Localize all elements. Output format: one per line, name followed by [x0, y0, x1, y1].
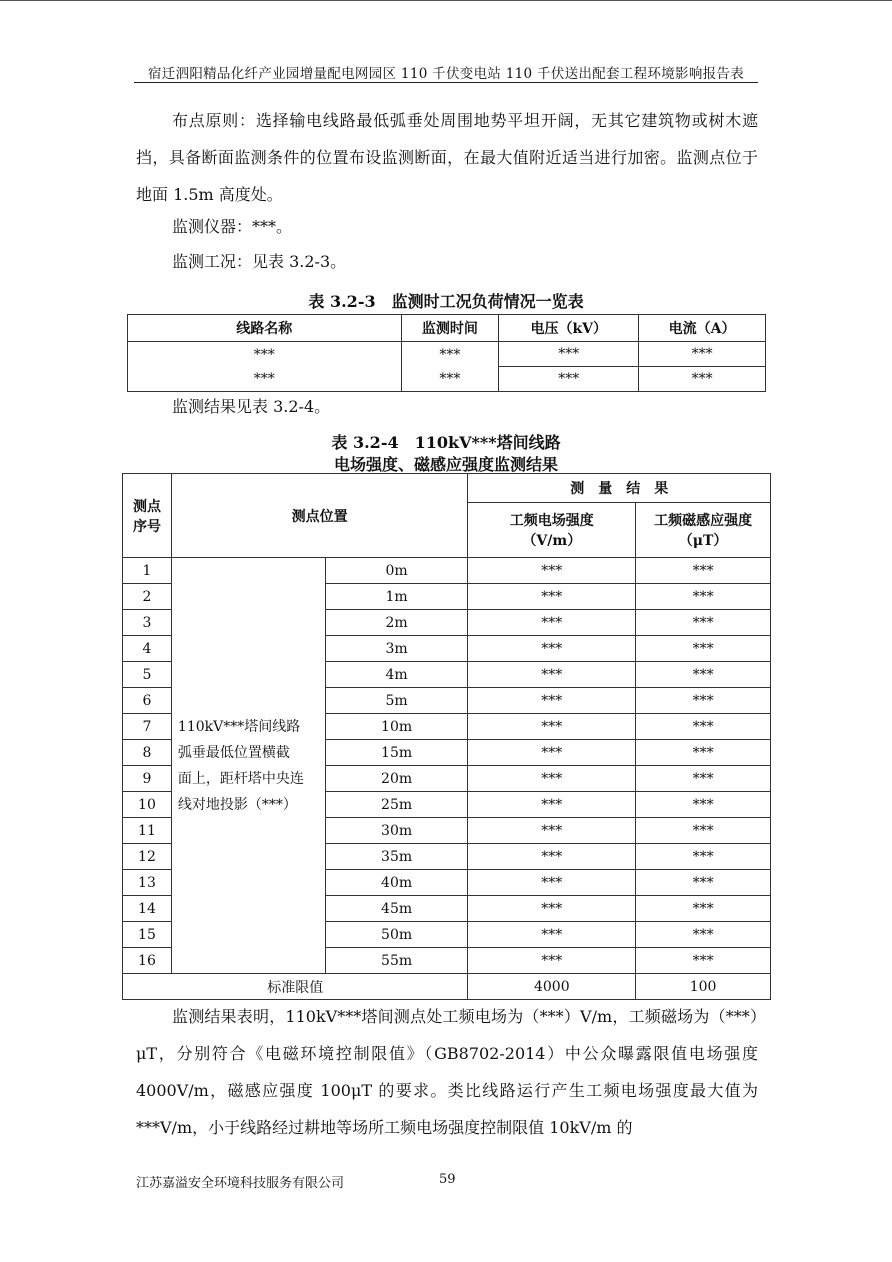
distance-cell: 25m	[325, 792, 468, 818]
header-voltage: 电压（kV）	[499, 315, 639, 342]
point-seq-cell: 10	[123, 792, 172, 818]
distance-cell: 50m	[325, 922, 468, 948]
point-seq-cell: 3	[123, 610, 172, 636]
b-field-value-cell: ***	[636, 818, 771, 844]
monitor-time-cell	[401, 342, 499, 392]
distance-cell: 0m	[325, 558, 468, 584]
b-field-value-cell: ***	[636, 662, 771, 688]
b-field-value-cell: ***	[636, 584, 771, 610]
e-field-value-cell: ***	[468, 610, 636, 636]
point-seq-cell: 15	[123, 922, 172, 948]
location-description-line: 线对地投影（***）	[177, 796, 297, 813]
distance-cell: 10m	[325, 714, 468, 740]
limit-e-field: 4000	[468, 974, 636, 1000]
b-field-value-cell: ***	[636, 610, 771, 636]
header-b-field-label: 工频磁感应强度	[654, 513, 753, 529]
distance-cell: 40m	[325, 870, 468, 896]
line-name-value: ***	[253, 346, 275, 363]
header-rule	[134, 82, 758, 83]
b-field-value-cell: ***	[636, 922, 771, 948]
e-field-value-cell: ***	[468, 844, 636, 870]
distance-cell: 20m	[325, 766, 468, 792]
b-field-value-cell: ***	[636, 948, 771, 974]
e-field-value-cell: ***	[468, 818, 636, 844]
b-field-value-cell: ***	[636, 844, 771, 870]
e-field-value-cell: ***	[468, 870, 636, 896]
working-condition-table	[127, 314, 766, 392]
e-field-value-cell: ***	[468, 688, 636, 714]
limit-label: 标准限值	[123, 974, 468, 1000]
e-field-value-cell: ***	[468, 584, 636, 610]
table-header-row	[128, 315, 766, 342]
e-field-value-cell: ***	[468, 662, 636, 688]
placement-principle-paragraph: 布点原则：选择输电线路最低弧垂处周围地势平坦开阔，无其它建筑物或树木遮挡，具备断面监测条件的位置布设监测断面，在最大值附近适当进行加密。监测点位于地面 1.5m 高度处。	[136, 111, 758, 204]
distance-cell: 1m	[325, 584, 468, 610]
distance-cell: 45m	[325, 896, 468, 922]
location-description-line: 面上，距杆塔中央连	[177, 770, 304, 787]
point-seq-cell: 12	[123, 844, 172, 870]
e-field-value-cell: ***	[468, 558, 636, 584]
b-field-value-cell: ***	[636, 870, 771, 896]
location-description-cell	[171, 558, 325, 974]
footer-company: 江苏嘉溢安全环境科技服务有限公司	[136, 1176, 345, 1191]
distance-cell: 30m	[325, 818, 468, 844]
table-header-row	[123, 474, 771, 503]
distance-cell: 2m	[325, 610, 468, 636]
b-field-value-cell: ***	[636, 714, 771, 740]
point-seq-cell: 1	[123, 558, 172, 584]
header-b-field-unit: （μT）	[678, 533, 728, 549]
e-field-value-cell: ***	[468, 792, 636, 818]
line-name-value: ***	[253, 370, 275, 387]
e-field-value-cell: ***	[468, 766, 636, 792]
b-field-value-cell: ***	[636, 688, 771, 714]
distance-cell: 15m	[325, 740, 468, 766]
point-seq-cell: 16	[123, 948, 172, 974]
line-name-cell	[128, 342, 402, 392]
voltage-cell: ***	[499, 342, 639, 367]
point-seq-cell: 13	[123, 870, 172, 896]
distance-cell: 55m	[325, 948, 468, 974]
table-3-2-4-title-line2: 电场强度、磁感应强度监测结果	[333, 455, 558, 474]
distance-cell: 5m	[325, 688, 468, 714]
header-position: 测点位置	[171, 474, 468, 558]
monitor-time-value: ***	[439, 346, 461, 363]
point-seq-cell: 2	[123, 584, 172, 610]
conclusion-paragraph: 监测结果表明，110kV***塔间测点处工频电场为（***）V/m，工频磁场为（***）μT，分别符合《电磁环境控制限值》（GB8702-2014）中公众曝露限值电场强度 4000V/m，磁感应强度 100μT 的要求。类比线路运行产生工频电场强度最大值为***V/m，小于线路经过耕地等场所工频电场强度控制限值 10kV/m 的	[136, 1007, 758, 1137]
b-field-value-cell: ***	[636, 558, 771, 584]
header-e-field-unit: （V/m）	[522, 533, 582, 549]
e-field-value-cell: ***	[468, 714, 636, 740]
e-field-value-cell: ***	[468, 922, 636, 948]
header-e-field	[468, 503, 636, 558]
voltage-cell: ***	[499, 367, 639, 392]
page-number: 59	[439, 1172, 456, 1187]
e-field-value-cell: ***	[468, 896, 636, 922]
point-seq-cell: 11	[123, 818, 172, 844]
monitoring-result-table	[122, 473, 771, 1000]
header-seq	[123, 474, 172, 558]
monitor-time-value: ***	[439, 370, 461, 387]
header-monitor-time: 监测时间	[401, 315, 499, 342]
location-description-line: 110kV***塔间线路	[177, 718, 301, 735]
header-e-field-label: 工频电场强度	[509, 513, 594, 529]
header-current: 电流（A）	[639, 315, 766, 342]
table-row	[123, 558, 771, 584]
document-header-title: 宿迁泗阳精品化纤产业园增量配电网园区 110 千伏变电站 110 千伏送出配套工程环境影响报告表	[147, 66, 745, 82]
point-seq-cell: 8	[123, 740, 172, 766]
current-cell: ***	[639, 367, 766, 392]
header-measurement-result: 测 量 结 果	[468, 474, 771, 503]
header-b-field	[636, 503, 771, 558]
header-seq-line1: 测点	[132, 498, 161, 515]
table-row	[128, 342, 766, 367]
limit-row	[123, 974, 771, 1000]
instrument-paragraph: 监测仪器：***。	[172, 217, 293, 236]
e-field-value-cell: ***	[468, 636, 636, 662]
point-seq-cell: 4	[123, 636, 172, 662]
header-seq-line2: 序号	[132, 518, 161, 535]
result-reference-paragraph: 监测结果见表 3.2-4。	[172, 397, 331, 416]
distance-cell: 35m	[325, 844, 468, 870]
header-line-name: 线路名称	[128, 315, 402, 342]
e-field-value-cell: ***	[468, 948, 636, 974]
e-field-value-cell: ***	[468, 740, 636, 766]
point-seq-cell: 7	[123, 714, 172, 740]
point-seq-cell: 5	[123, 662, 172, 688]
b-field-value-cell: ***	[636, 766, 771, 792]
result-rows	[123, 558, 771, 974]
b-field-value-cell: ***	[636, 636, 771, 662]
condition-paragraph: 监测工况：见表 3.2-3。	[172, 252, 347, 271]
limit-b-field: 100	[636, 974, 771, 1000]
table-3-2-4-title-line1: 表 3.2-4 110kV***塔间线路	[331, 433, 561, 452]
b-field-value-cell: ***	[636, 740, 771, 766]
distance-cell: 3m	[325, 636, 468, 662]
point-seq-cell: 14	[123, 896, 172, 922]
table-3-2-3-title: 表 3.2-3 监测时工况负荷情况一览表	[308, 292, 584, 311]
current-cell: ***	[639, 342, 766, 367]
b-field-value-cell: ***	[636, 792, 771, 818]
distance-cell: 4m	[325, 662, 468, 688]
point-seq-cell: 9	[123, 766, 172, 792]
location-description-line: 弧垂最低位置横截	[177, 744, 290, 761]
b-field-value-cell: ***	[636, 896, 771, 922]
point-seq-cell: 6	[123, 688, 172, 714]
page-top-border	[0, 0, 892, 1]
